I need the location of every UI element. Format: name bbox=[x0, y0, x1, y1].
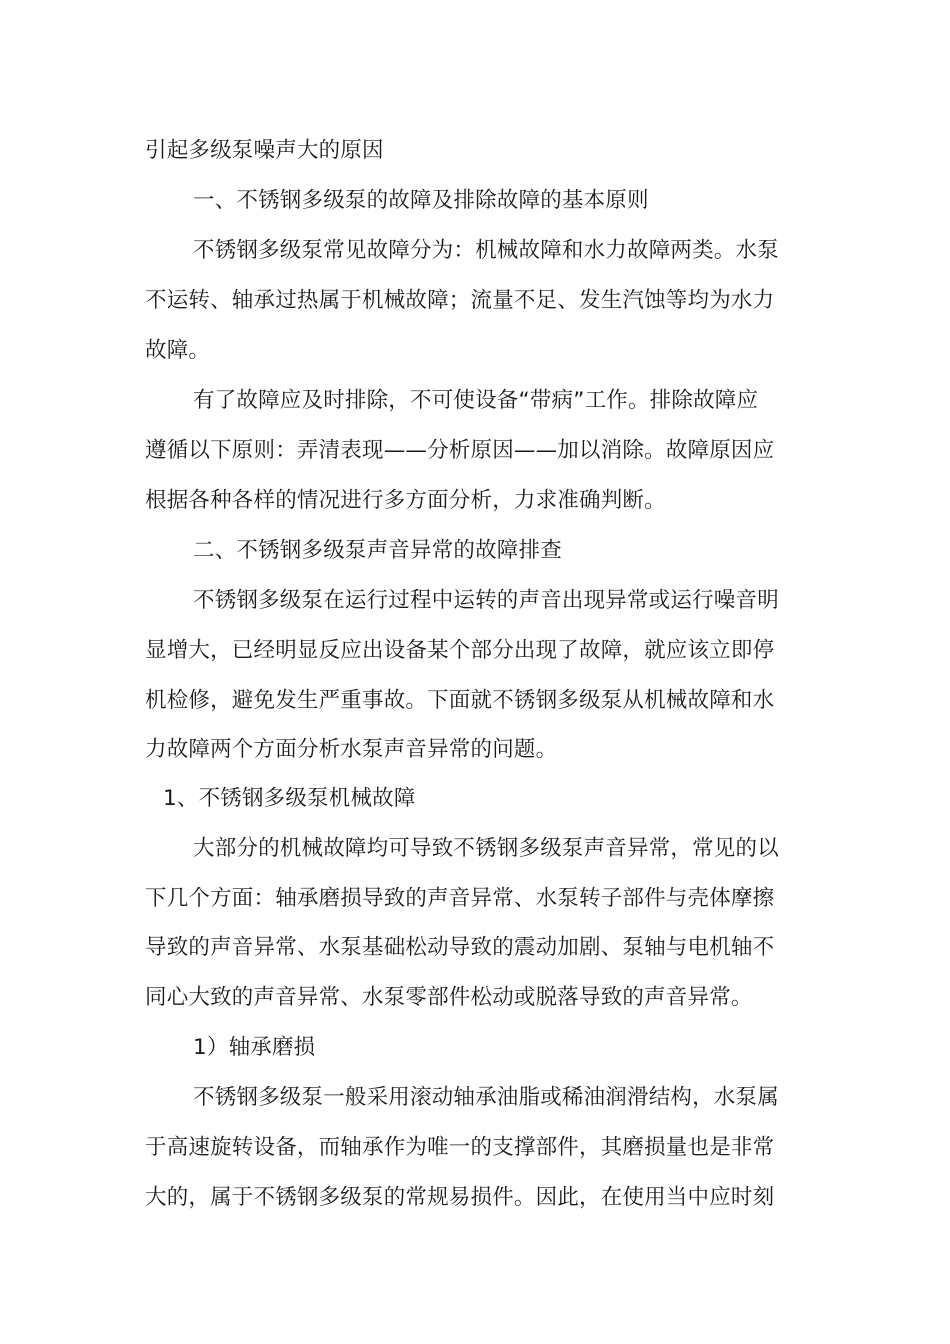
paragraph-5-line-3: 大的，属于不锈钢多级泵的常规易损件。因此，在使用当中应时刻 bbox=[145, 1185, 775, 1210]
paragraph-2-line-3: 根据各种各样的情况进行多方面分析，力求准确判断。 bbox=[145, 488, 666, 513]
paragraph-3-line-4: 力故障两个方面分析水泵声音异常的问题。 bbox=[145, 737, 558, 762]
paragraph-2-line-2: 遵循以下原则：弄清表现——分析原因——加以消除。故障原因应 bbox=[145, 438, 775, 463]
section-heading-2: 二、不锈钢多级泵声音异常的故障排查 bbox=[193, 538, 562, 563]
paragraph-4-line-2: 下几个方面：轴承磨损导致的声音异常、水泵转子部件与壳体摩擦 bbox=[145, 886, 775, 911]
sub-heading-bearing-wear: 1）轴承磨损 bbox=[193, 1035, 316, 1060]
paragraph-4-line-1: 大部分的机械故障均可导致不锈钢多级泵声音异常，常见的以 bbox=[193, 836, 779, 861]
paragraph-5-line-2: 于高速旋转设备，而轴承作为唯一的支撑部件，其磨损量也是非常 bbox=[145, 1135, 775, 1160]
paragraph-3-line-2: 显增大，已经明显反应出设备某个部分出现了故障，就应该立即停 bbox=[145, 638, 775, 663]
paragraph-4-line-4: 同心大致的声音异常、水泵零部件松动或脱落导致的声音异常。 bbox=[145, 985, 753, 1010]
paragraph-1-line-3: 故障。 bbox=[145, 338, 211, 363]
paragraph-5-line-1: 不锈钢多级泵一般采用滚动轴承油脂或稀油润滑结构，水泵属 bbox=[193, 1085, 779, 1110]
document-title: 引起多级泵噪声大的原因 bbox=[145, 138, 384, 163]
paragraph-3-line-1: 不锈钢多级泵在运行过程中运转的声音出现异常或运行噪音明 bbox=[193, 588, 779, 613]
section-heading-3: 1、不锈钢多级泵机械故障 bbox=[163, 786, 416, 811]
paragraph-1-line-1: 不锈钢多级泵常见故障分为：机械故障和水力故障两类。水泵 bbox=[193, 238, 779, 263]
paragraph-4-line-3: 导致的声音异常、水泵基础松动导致的震动加剧、泵轴与电机轴不 bbox=[145, 935, 775, 960]
paragraph-3-line-3: 机检修，避免发生严重事故。下面就不锈钢多级泵从机械故障和水 bbox=[145, 688, 775, 713]
section-heading-1: 一、不锈钢多级泵的故障及排除故障的基本原则 bbox=[193, 188, 649, 213]
paragraph-2-line-1: 有了故障应及时排除，不可使设备“带病”工作。排除故障应 bbox=[193, 388, 759, 413]
paragraph-1-line-2: 不运转、轴承过热属于机械故障；流量不足、发生汽蚀等均为水力 bbox=[145, 288, 775, 313]
